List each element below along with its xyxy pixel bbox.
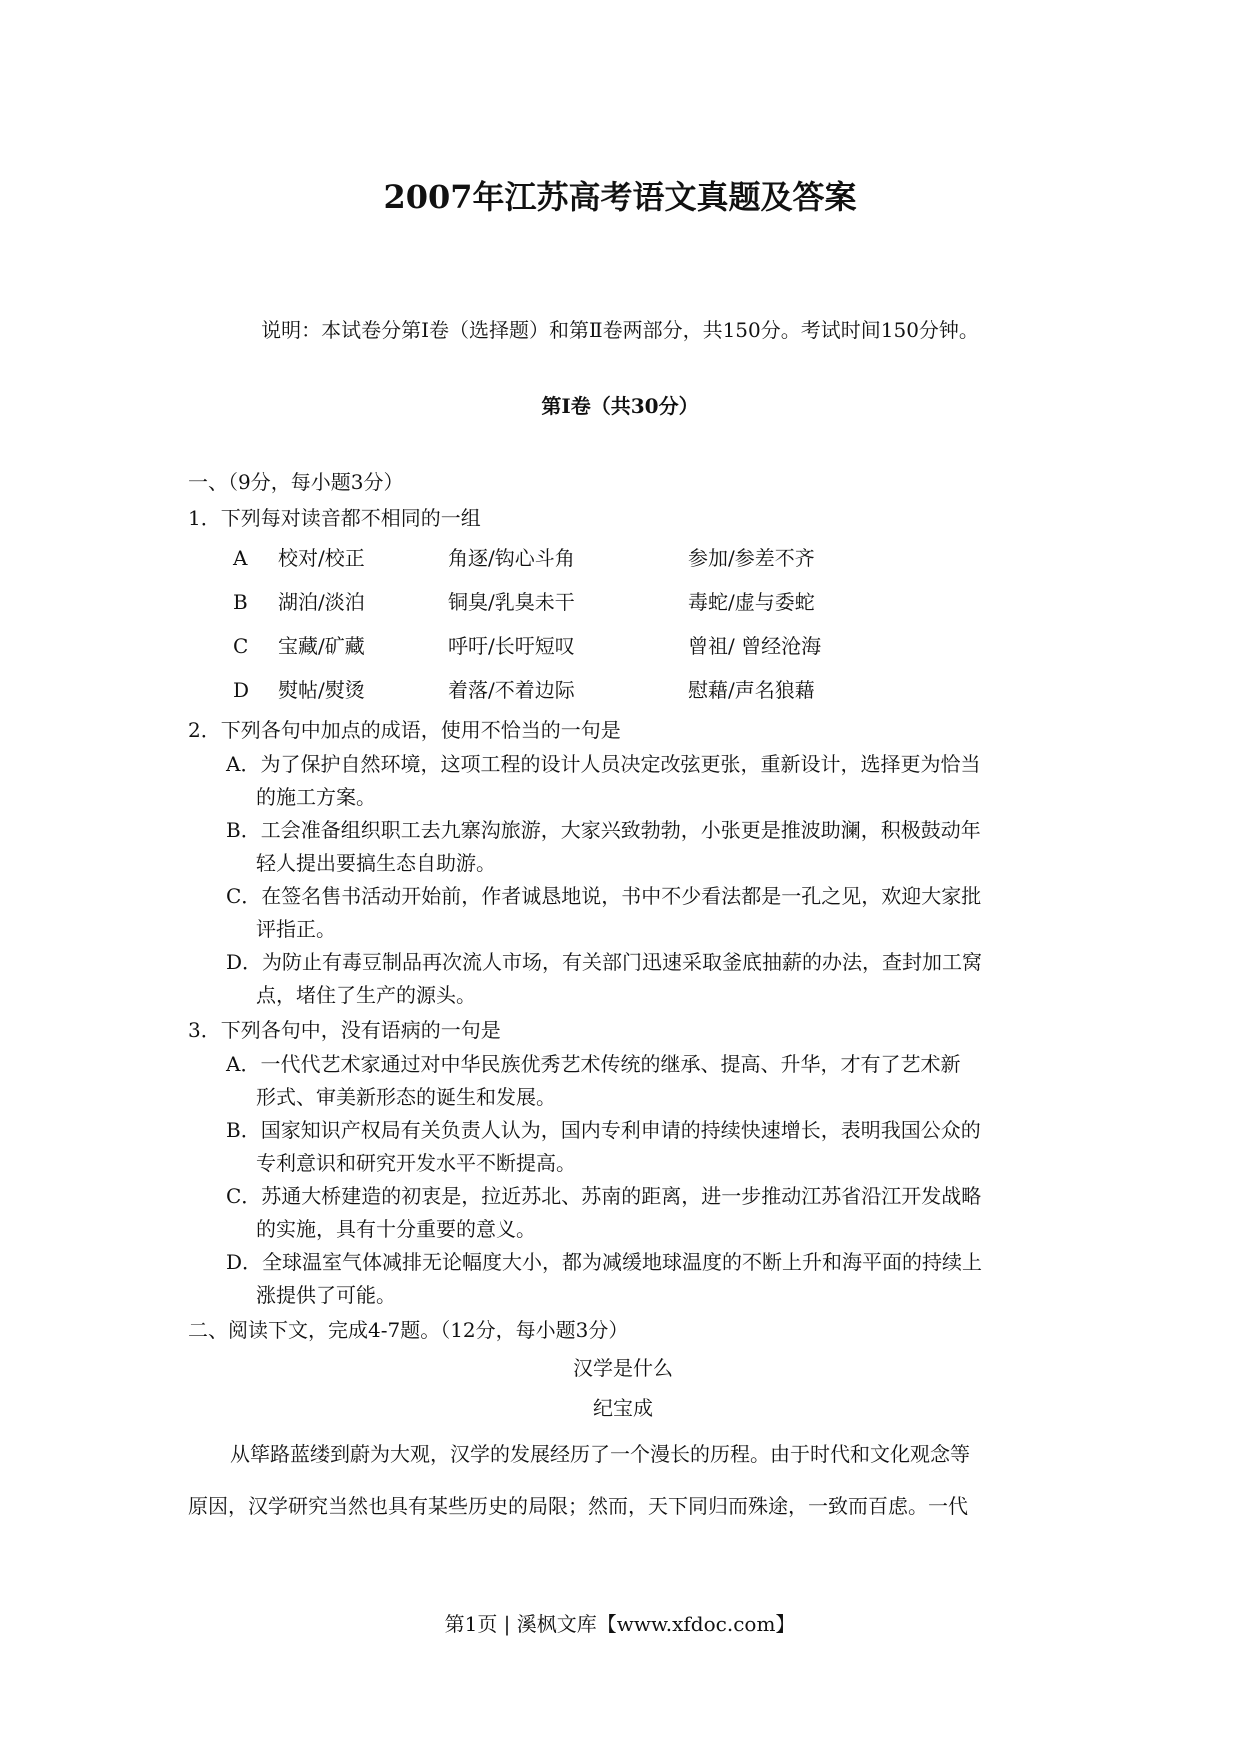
question-3-choice-a	[188, 1048, 1058, 1114]
article-paragraph-continued: 原因，汉学研究当然也具有某些历史的局限；然而，天下同归而殊途，一致而百虑。一代	[188, 1494, 968, 1518]
page-title: 2007年江苏高考语文真题及答案	[383, 178, 857, 216]
choice-text-continued: 点，堵住了生产的源头。	[256, 983, 476, 1007]
question-1-option-b	[188, 580, 1058, 624]
choice-text: C．苏通大桥建造的初衷是，拉近苏北、苏南的距离，进一步推动江苏省沿江开发战略	[226, 1184, 982, 1208]
section-heading: 第Ⅰ卷（共30分）	[541, 394, 699, 418]
question-3-choice-b	[188, 1114, 1058, 1180]
option-letter: D	[233, 678, 250, 702]
option-word-pair: 着落/不着边际	[448, 678, 575, 702]
option-word-pair: 慰藉/声名狼藉	[688, 678, 815, 702]
question-1-option-a	[188, 536, 1058, 580]
option-word-pair: 铜臭/乳臭未干	[448, 590, 575, 614]
option-letter: A	[233, 546, 248, 570]
choice-text: D．为防止有毒豆制品再次流人市场，有关部门迅速采取釜底抽薪的办法，查封加工窝	[226, 950, 983, 974]
choice-text-continued: 评指正。	[256, 917, 336, 941]
exam-instructions: 说明：本试卷分第Ⅰ卷（选择题）和第Ⅱ卷两部分，共150分。考试时间150分钟。	[261, 318, 979, 342]
option-word-pair: 呼吁/长吁短叹	[448, 634, 575, 658]
choice-text: D．全球温室气体减排无论幅度大小，都为减缓地球温度的不断上升和海平面的持续上	[226, 1250, 983, 1274]
question-2-choice-b	[188, 814, 1058, 880]
article-author: 纪宝成	[593, 1396, 653, 1420]
question-1-option-c	[188, 624, 1058, 668]
choice-text-continued: 专利意识和研究开发水平不断提高。	[256, 1151, 576, 1175]
question-2-choice-c	[188, 880, 1058, 946]
question-2-choice-a	[188, 748, 1058, 814]
question-1-stem: 1．下列每对读音都不相同的一组	[188, 506, 481, 530]
choice-text: B．国家知识产权局有关负责人认为，国内专利申请的持续快速增长，表明我国公众的	[226, 1118, 981, 1142]
option-word-pair: 宝藏/矿藏	[278, 634, 365, 658]
option-letter: B	[233, 590, 248, 614]
option-word-pair: 湖泊/淡泊	[278, 590, 365, 614]
option-word-pair: 毒蛇/虚与委蛇	[688, 590, 815, 614]
option-word-pair: 熨帖/熨烫	[278, 678, 365, 702]
option-word-pair: 角逐/钩心斗角	[448, 546, 575, 570]
choice-text: B．工会准备组织职工去九寨沟旅游，大家兴致勃勃，小张更是推波助澜，积极鼓动年	[226, 818, 981, 842]
article-title: 汉学是什么	[573, 1356, 673, 1380]
article-paragraph: 从筚路蓝缕到蔚为大观，汉学的发展经历了一个漫长的历程。由于时代和文化观念等	[230, 1442, 970, 1466]
option-letter: C	[233, 634, 249, 658]
choice-text: A．一代代艺术家通过对中华民族优秀艺术传统的继承、提高、升华，才有了艺术新	[226, 1052, 961, 1076]
choice-text-continued: 涨提供了可能。	[256, 1283, 396, 1307]
option-word-pair: 校对/校正	[278, 546, 365, 570]
choice-text-continued: 的施工方案。	[256, 785, 376, 809]
question-3-choice-c	[188, 1180, 1058, 1246]
option-word-pair: 曾祖/ 曾经沧海	[688, 634, 822, 658]
question-1-option-d	[188, 668, 1058, 712]
question-3-choice-d	[188, 1246, 1058, 1312]
choice-text: C．在签名售书活动开始前，作者诚恳地说，书中不少看法都是一孔之见，欢迎大家批	[226, 884, 982, 908]
exam-content	[188, 464, 1058, 1532]
choice-text: A．为了保护自然环境，这项工程的设计人员决定改弦更张，重新设计，选择更为恰当	[226, 752, 981, 776]
question-2-stem: 2．下列各句中加点的成语，使用不恰当的一句是	[188, 718, 621, 742]
page-footer: 第1页 | 溪枫文库【www.xfdoc.com】	[444, 1612, 796, 1636]
option-word-pair: 参加/参差不齐	[688, 546, 815, 570]
part2-heading: 二、阅读下文，完成4-7题。（12分，每小题3分）	[188, 1318, 629, 1342]
question-2-choice-d	[188, 946, 1058, 1012]
question-3-stem: 3．下列各句中，没有语病的一句是	[188, 1018, 501, 1042]
choice-text-continued: 的实施，具有十分重要的意义。	[256, 1217, 536, 1241]
choice-text-continued: 轻人提出要搞生态自助游。	[256, 851, 496, 875]
part1-heading: 一、（9分，每小题3分）	[188, 470, 404, 494]
choice-text-continued: 形式、审美新形态的诞生和发展。	[256, 1085, 556, 1109]
